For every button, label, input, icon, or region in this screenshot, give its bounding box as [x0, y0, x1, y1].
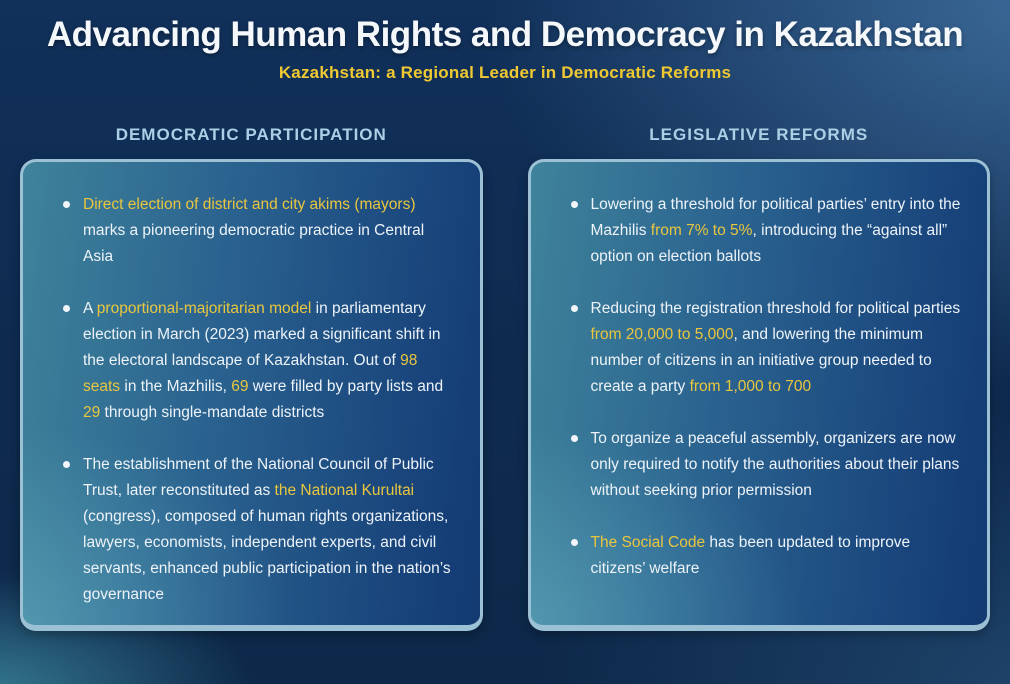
bullet-text: [83, 300, 443, 421]
bullet-dot-icon: [571, 305, 578, 312]
bullet-list-legislative-reforms: [571, 192, 964, 582]
accent-text: 98 seats: [83, 351, 418, 395]
bullet-dot-icon: [571, 201, 578, 208]
bullet-item: [571, 426, 964, 504]
plain-text: Reducing the registration threshold for political parties: [590, 299, 961, 317]
page-title: Advancing Human Rights and Democracy in Kazakhstan: [46, 15, 964, 54]
plain-text: were filled by party lists and: [248, 377, 444, 395]
card-democratic-participation: [20, 159, 483, 631]
accent-text: 69: [231, 377, 249, 395]
accent-text: The Social Code: [590, 533, 706, 551]
column-democratic-participation: [20, 125, 483, 631]
plain-text: A: [83, 299, 97, 317]
bullet-dot-icon: [571, 435, 578, 442]
column-heading-democratic-participation: DEMOCRATIC PARTICIPATION: [115, 124, 387, 144]
plain-text: The establishment of the National Council of Public Trust, later reconstituted as: [83, 455, 434, 499]
plain-text: , introducing the “against all” option on election ballots: [590, 221, 948, 265]
plain-text: (congress), composed of human rights organizations, lawyers, economists, independent experts, and civil servants, enhanced public participation in the nation’s governance: [83, 507, 451, 603]
accent-text: Direct election of district and city akims (mayors): [83, 195, 416, 213]
columns-container: [0, 125, 1010, 631]
bullet-item: [571, 192, 964, 270]
bullet-list-democratic-participation: [63, 192, 456, 608]
accent-text: 29: [83, 403, 101, 421]
accent-text: from 1,000 to 700: [689, 377, 812, 395]
bullet-item: [571, 530, 964, 582]
page-subtitle: Kazakhstan: a Regional Leader in Democratic Reforms: [278, 62, 732, 82]
plain-text: through single-mandate districts: [100, 403, 325, 421]
plain-text: , and lowering the minimum number of citizens in an initiative group needed to create a party: [590, 325, 932, 395]
plain-text: in the Mazhilis,: [120, 377, 232, 395]
bullet-dot-icon: [63, 201, 70, 208]
column-legislative-reforms: [528, 125, 991, 631]
plain-text: Lowering a threshold for political parties’ entry into the Mazhilis: [590, 195, 961, 239]
plain-text: To organize a peaceful assembly, organizers are now only required to notify the authorities about their plans without seeking prior permission: [590, 429, 960, 499]
bullet-text: [83, 196, 424, 265]
accent-text: the National Kurultai: [274, 481, 415, 499]
bullet-item: [571, 296, 964, 400]
accent-text: from 20,000 to 5,000: [590, 325, 734, 343]
card-legislative-reforms: [528, 159, 991, 631]
bullet-dot-icon: [571, 539, 578, 546]
column-heading-legislative-reforms: LEGISLATIVE REFORMS: [649, 124, 869, 144]
bullet-item: [63, 192, 456, 270]
bullet-text: [591, 430, 960, 499]
plain-text: marks a pioneering democratic practice in Central Asia: [83, 221, 425, 265]
accent-text: from 7% to 5%: [650, 221, 753, 239]
bullet-dot-icon: [63, 461, 70, 468]
bullet-text: [591, 196, 961, 265]
plain-text: in parliamentary election in March (2023) marked a significant shift in the electoral landscape of Kazakhstan. Out of: [83, 299, 441, 369]
plain-text: has been updated to improve citizens’ welfare: [590, 533, 911, 577]
bullet-item: [63, 296, 456, 426]
bullet-item: [63, 452, 456, 608]
accent-text: proportional-majoritarian model: [96, 299, 312, 317]
bullet-text: [591, 534, 911, 577]
bullet-text: [591, 300, 961, 395]
bullet-dot-icon: [63, 305, 70, 312]
bullet-text: [83, 456, 451, 603]
